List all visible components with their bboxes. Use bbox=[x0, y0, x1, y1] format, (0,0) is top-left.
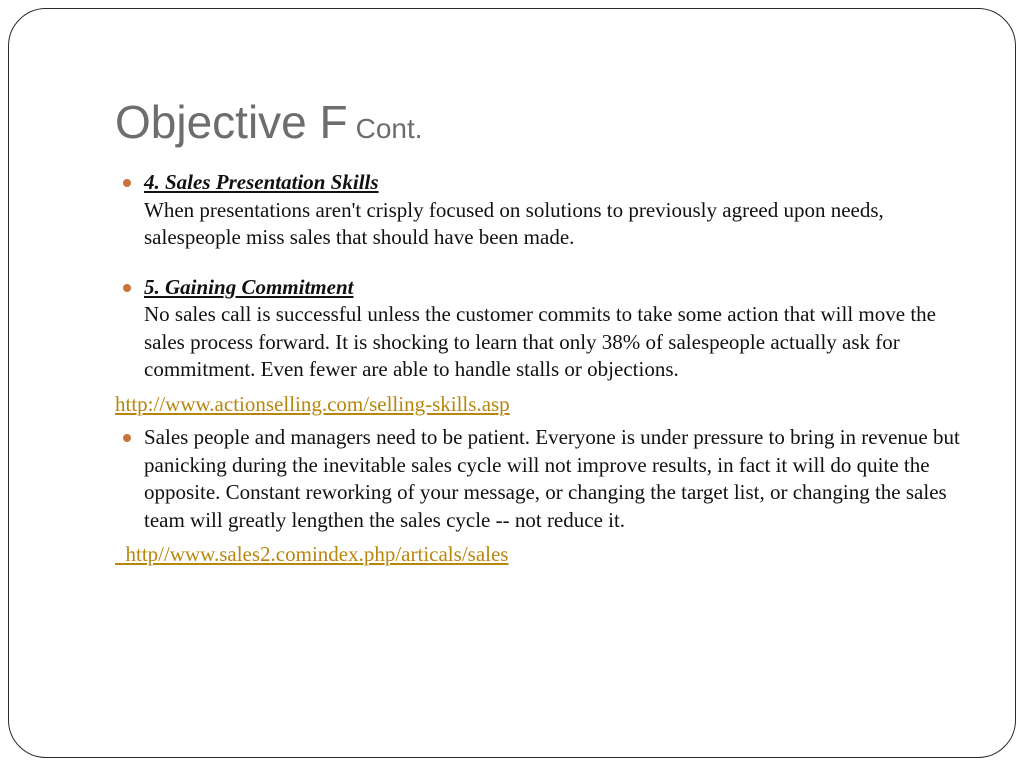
bullet-heading: 5. Gaining Commitment bbox=[144, 274, 354, 299]
link-actionselling[interactable]: http://www.actionselling.com/selling-skills.asp bbox=[115, 391, 510, 416]
bullet-text: When presentations aren't crisply focused on solutions to previously agreed upon needs, salespeople miss sales that should have been made. bbox=[144, 197, 884, 249]
title-main: Objective F bbox=[115, 96, 348, 148]
bullet-dot-icon bbox=[123, 434, 131, 442]
slide-title bbox=[115, 95, 423, 149]
slide-frame bbox=[8, 8, 1016, 758]
bullet-heading: 4. Sales Presentation Skills bbox=[144, 170, 379, 194]
bullet-dot-icon bbox=[123, 179, 131, 187]
bullet-item bbox=[115, 274, 975, 384]
bullet-text: No sales call is successful unless the customer commits to take some action that will move the sales process forward. It is shocking to learn that only 38% of salespeople actually ask for commitment. Even fewer are able to handle stalls or objections. bbox=[144, 302, 936, 381]
title-suffix: Cont. bbox=[355, 113, 423, 144]
spacer bbox=[115, 252, 975, 274]
link-sales2[interactable]: http//www.sales2.comindex.php/articals/sales bbox=[115, 542, 509, 566]
bullet-dot-icon bbox=[123, 284, 131, 292]
bullet-text: Sales people and managers need to be patient. Everyone is under pressure to bring in revenue but panicking during the inevitable sales cycle will not improve results, in fact it will do quite the opposite. Constant reworking of your message, or changing the target list, or changing the sales team will greatly lengthen the sales cycle -- not reduce it. bbox=[144, 425, 960, 532]
bullet-item bbox=[115, 424, 975, 534]
bullet-item bbox=[115, 169, 975, 252]
slide-content bbox=[115, 169, 975, 575]
